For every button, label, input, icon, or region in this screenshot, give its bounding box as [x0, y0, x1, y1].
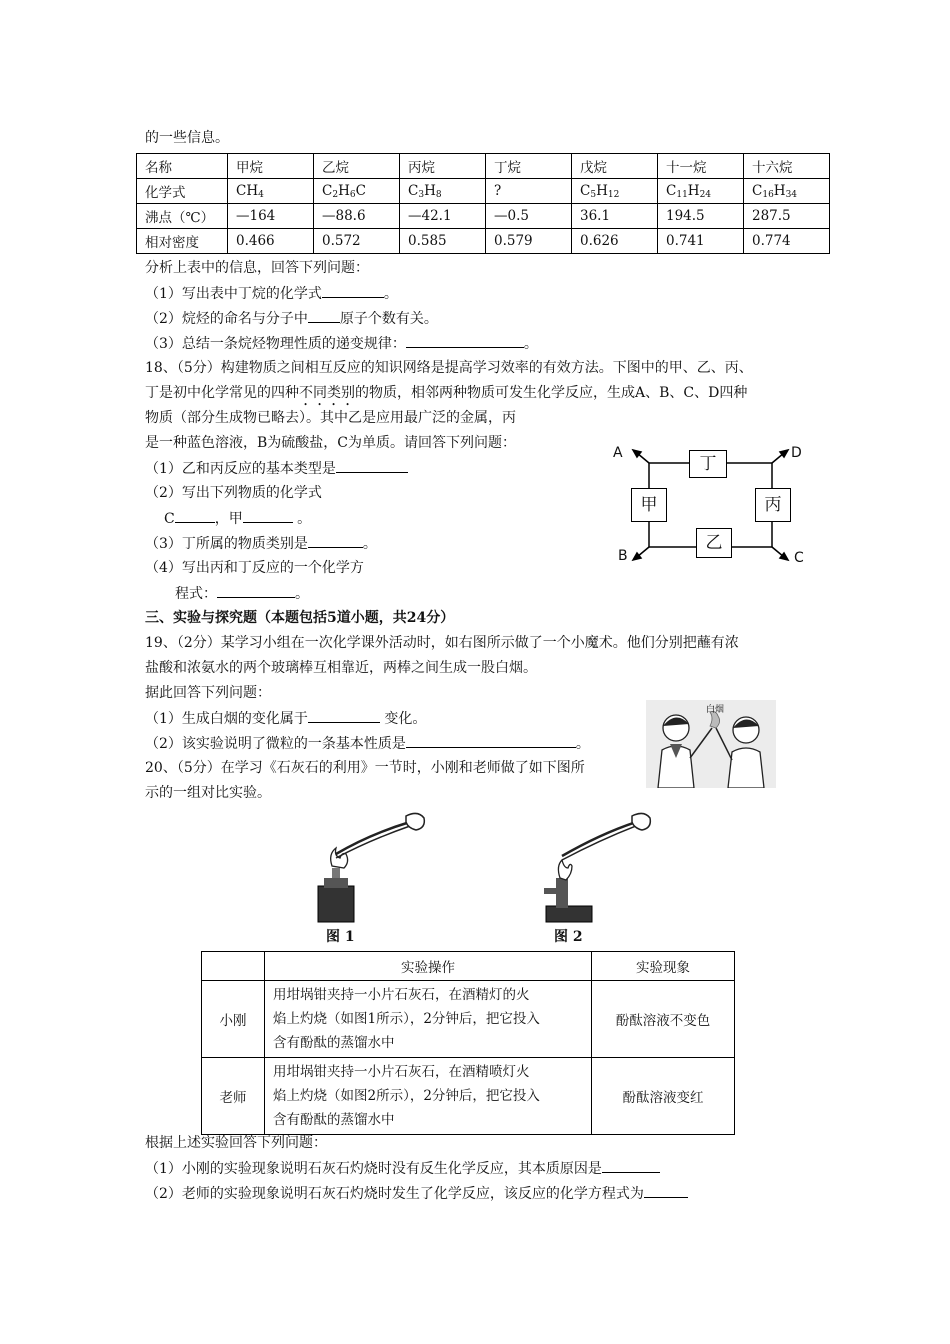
- text: （2）烷烃的命名与分子中: [145, 311, 308, 327]
- node-yi: 乙: [696, 528, 732, 558]
- text: （1）乙和丙反应的基本类型是: [145, 461, 336, 477]
- operation-cell: [265, 981, 592, 1058]
- q19-line2: 盐酸和浓氨水的两个玻璃棒互相靠近，两棒之间生成一股白烟。: [145, 660, 537, 676]
- table-cell: 老师: [202, 1058, 265, 1135]
- table-cell: 相对密度: [137, 229, 228, 254]
- cell-line: 焰上灼烧（如图1所示），2分钟后，把它投入: [273, 1011, 540, 1027]
- label-d: D: [791, 445, 802, 461]
- formula-cell: $C_{11}H_{24}$: [658, 179, 744, 204]
- table-cell: —164: [228, 204, 314, 229]
- label-c: C: [794, 550, 804, 566]
- q17-part3: [145, 333, 538, 354]
- table-cell: 十一烷: [658, 154, 744, 179]
- cell-line: 含有酚酞的蒸馏水中: [273, 1035, 395, 1051]
- table-cell: 0.579: [486, 229, 572, 254]
- text: （3）总结一条烷烃物理性质的递变规律：: [145, 336, 406, 352]
- table-cell: —88.6: [314, 204, 400, 229]
- text: （2）该实验说明了微粒的一条基本性质是: [145, 736, 406, 752]
- text: （2）老师的实验现象说明石灰石灼烧时发生了化学反应，该反应的化学方程式为: [145, 1186, 644, 1202]
- table-cell: 36.1: [572, 204, 658, 229]
- q17-part1: [145, 283, 398, 304]
- table-header-row: [202, 952, 735, 981]
- reaction-diagram: [600, 440, 820, 570]
- answer-blank[interactable]: [308, 308, 340, 323]
- q18-line4: 是一种蓝色溶液，B为硫酸盐，C为单质。请回答下列问题：: [145, 435, 516, 451]
- table-cell: 丙烷: [400, 154, 486, 179]
- q18-part4-answer: [175, 583, 309, 604]
- formula-cell: $C_3H_8$: [400, 179, 486, 204]
- answer-blank[interactable]: [243, 508, 293, 523]
- intro-text: 的一些信息。: [145, 130, 229, 146]
- table-row: [202, 981, 735, 1058]
- text: ，甲: [214, 511, 243, 527]
- q19-line1: 19、（2分）某学习小组在一次化学课外活动时，如右图所示做了一个小魔术。他们分别把蘸有浓: [145, 635, 739, 651]
- section-title: 三、实验与探究题（本题包括5道小题，共24分）: [145, 610, 455, 626]
- table-cell: 甲烷: [228, 154, 314, 179]
- q18-part1: [145, 458, 408, 479]
- q19-part2: [145, 733, 590, 754]
- table-cell: 194.5: [658, 204, 744, 229]
- figure-2-alcohol-blowtorch: [540, 808, 670, 928]
- answer-blank[interactable]: [602, 1158, 660, 1173]
- answer-blank[interactable]: [406, 733, 576, 748]
- q18-part2-answers: [164, 508, 311, 529]
- answer-blank[interactable]: [308, 708, 380, 723]
- text: （1）生成白烟的变化属于: [145, 711, 308, 727]
- table-cell: 丁烷: [486, 154, 572, 179]
- table-cell: 酚酞溶液变红: [592, 1058, 735, 1135]
- alkane-table: [136, 153, 830, 254]
- table-cell: 287.5: [744, 204, 830, 229]
- table-header-cell: 实验操作: [265, 952, 592, 981]
- text: （3）丁所属的物质类别是: [145, 536, 308, 552]
- table-cell: 十六烷: [744, 154, 830, 179]
- table-row: [137, 229, 830, 254]
- table-cell: 小刚: [202, 981, 265, 1058]
- figure-2-caption: 图 2: [554, 929, 583, 945]
- table-cell: 沸点（℃）: [137, 204, 228, 229]
- table-cell: 化学式: [137, 179, 228, 204]
- cell-line: 用坩埚钳夹持一小片石灰石，在酒精灯的火: [273, 987, 530, 1003]
- formula-cell: $C_2H_6C$: [314, 179, 400, 204]
- formula-cell: $C_{16}H_{34}$: [744, 179, 830, 204]
- answer-blank[interactable]: [406, 333, 524, 348]
- q19-part1: [145, 708, 426, 729]
- q18-part3: [145, 533, 377, 554]
- cell-line: 含有酚酞的蒸馏水中: [273, 1112, 395, 1128]
- q18-part4: （4）写出丙和丁反应的一个化学方: [145, 560, 364, 576]
- cell-line: 焰上灼烧（如图2所示），2分钟后，把它投入: [273, 1088, 540, 1104]
- q20-lead: 根据上述实验回答下列问题：: [145, 1135, 327, 1151]
- table-cell: —42.1: [400, 204, 486, 229]
- answer-blank[interactable]: [336, 458, 408, 473]
- text: 。: [292, 511, 312, 527]
- text: 。: [362, 536, 377, 552]
- text: 程式：: [175, 586, 217, 602]
- magic-trick-illustration: [646, 700, 776, 788]
- table-cell: 0.585: [400, 229, 486, 254]
- q17-lead: 分析上表中的信息，回答下列问题：: [145, 260, 369, 276]
- table-row: [137, 179, 830, 204]
- q18-line3: 物质（部分生成物已略去）。其中乙是应用最广泛的金属，丙: [145, 410, 516, 426]
- table-header-cell: 实验现象: [592, 952, 735, 981]
- q20-line1: 20、（5分）在学习《石灰石的利用》一节时，小刚和老师做了如下图所: [145, 760, 585, 776]
- experiment-table: [201, 951, 735, 1135]
- text: 的物质，相邻两种物质可发生化学反应，生成A、B、C、D四种: [355, 385, 748, 401]
- q19-line3: 据此回答下列问题：: [145, 685, 271, 701]
- q20-part1: [145, 1158, 660, 1179]
- table-cell: 名称: [137, 154, 228, 179]
- text: 原子个数有关。: [339, 311, 438, 327]
- cell-line: 用坩埚钳夹持一小片石灰石，在酒精喷灯火: [273, 1064, 530, 1080]
- table-cell: 0.741: [658, 229, 744, 254]
- text: 。: [383, 286, 398, 302]
- q18-line1: 18、（5分）构建物质之间相互反应的知识网络是提高学习效率的有效方法。下图中的甲、乙、丙、: [145, 360, 753, 376]
- answer-blank[interactable]: [308, 533, 363, 548]
- answer-blank[interactable]: [322, 283, 384, 298]
- text: 。: [295, 586, 309, 602]
- smoke-label: 白烟: [706, 705, 725, 715]
- table-cell: 0.774: [744, 229, 830, 254]
- figure-1-caption: 图 1: [326, 929, 355, 945]
- answer-blank[interactable]: [644, 1183, 688, 1198]
- node-bing: 丙: [755, 488, 791, 522]
- q20-line2: 示的一组对比实验。: [145, 785, 271, 801]
- table-cell: 酚酞溶液不变色: [592, 981, 735, 1058]
- q18-part2: （2）写出下列物质的化学式: [145, 485, 322, 501]
- text: 。: [575, 736, 590, 752]
- table-cell: ?: [486, 179, 572, 204]
- figure-1-alcohol-lamp: [310, 808, 440, 928]
- table-cell: 0.572: [314, 229, 400, 254]
- table-cell: 0.466: [228, 229, 314, 254]
- q17-part2: [145, 308, 438, 329]
- text: C: [164, 511, 175, 527]
- text: （1）写出表中丁烷的化学式: [145, 286, 322, 302]
- node-ding: 丁: [689, 450, 727, 478]
- text: 。: [523, 336, 538, 352]
- q18-line2: [145, 383, 747, 409]
- text: 变化。: [379, 711, 427, 727]
- table-cell: —0.5: [486, 204, 572, 229]
- text: 丁是初中化学常见的四种: [145, 385, 299, 401]
- table-row: [137, 204, 830, 229]
- table-row: [137, 154, 830, 179]
- answer-blank[interactable]: [217, 583, 295, 598]
- node-jia: 甲: [631, 488, 667, 522]
- operation-cell: [265, 1058, 592, 1135]
- q20-part2: [145, 1183, 688, 1204]
- formula-cell: $CH_4$: [228, 179, 314, 204]
- formula-cell: $C_5H_{12}$: [572, 179, 658, 204]
- table-cell: 0.626: [572, 229, 658, 254]
- emphasized-text: 不同类别: [299, 385, 355, 401]
- label-b: B: [618, 548, 628, 564]
- text: （1）小刚的实验现象说明石灰石灼烧时没有反生化学反应，其本质原因是: [145, 1161, 602, 1177]
- table-row: [202, 1058, 735, 1135]
- table-cell: 戊烷: [572, 154, 658, 179]
- label-a: A: [613, 445, 623, 461]
- answer-blank[interactable]: [175, 508, 215, 523]
- table-header-cell: [202, 952, 265, 981]
- table-cell: 乙烷: [314, 154, 400, 179]
